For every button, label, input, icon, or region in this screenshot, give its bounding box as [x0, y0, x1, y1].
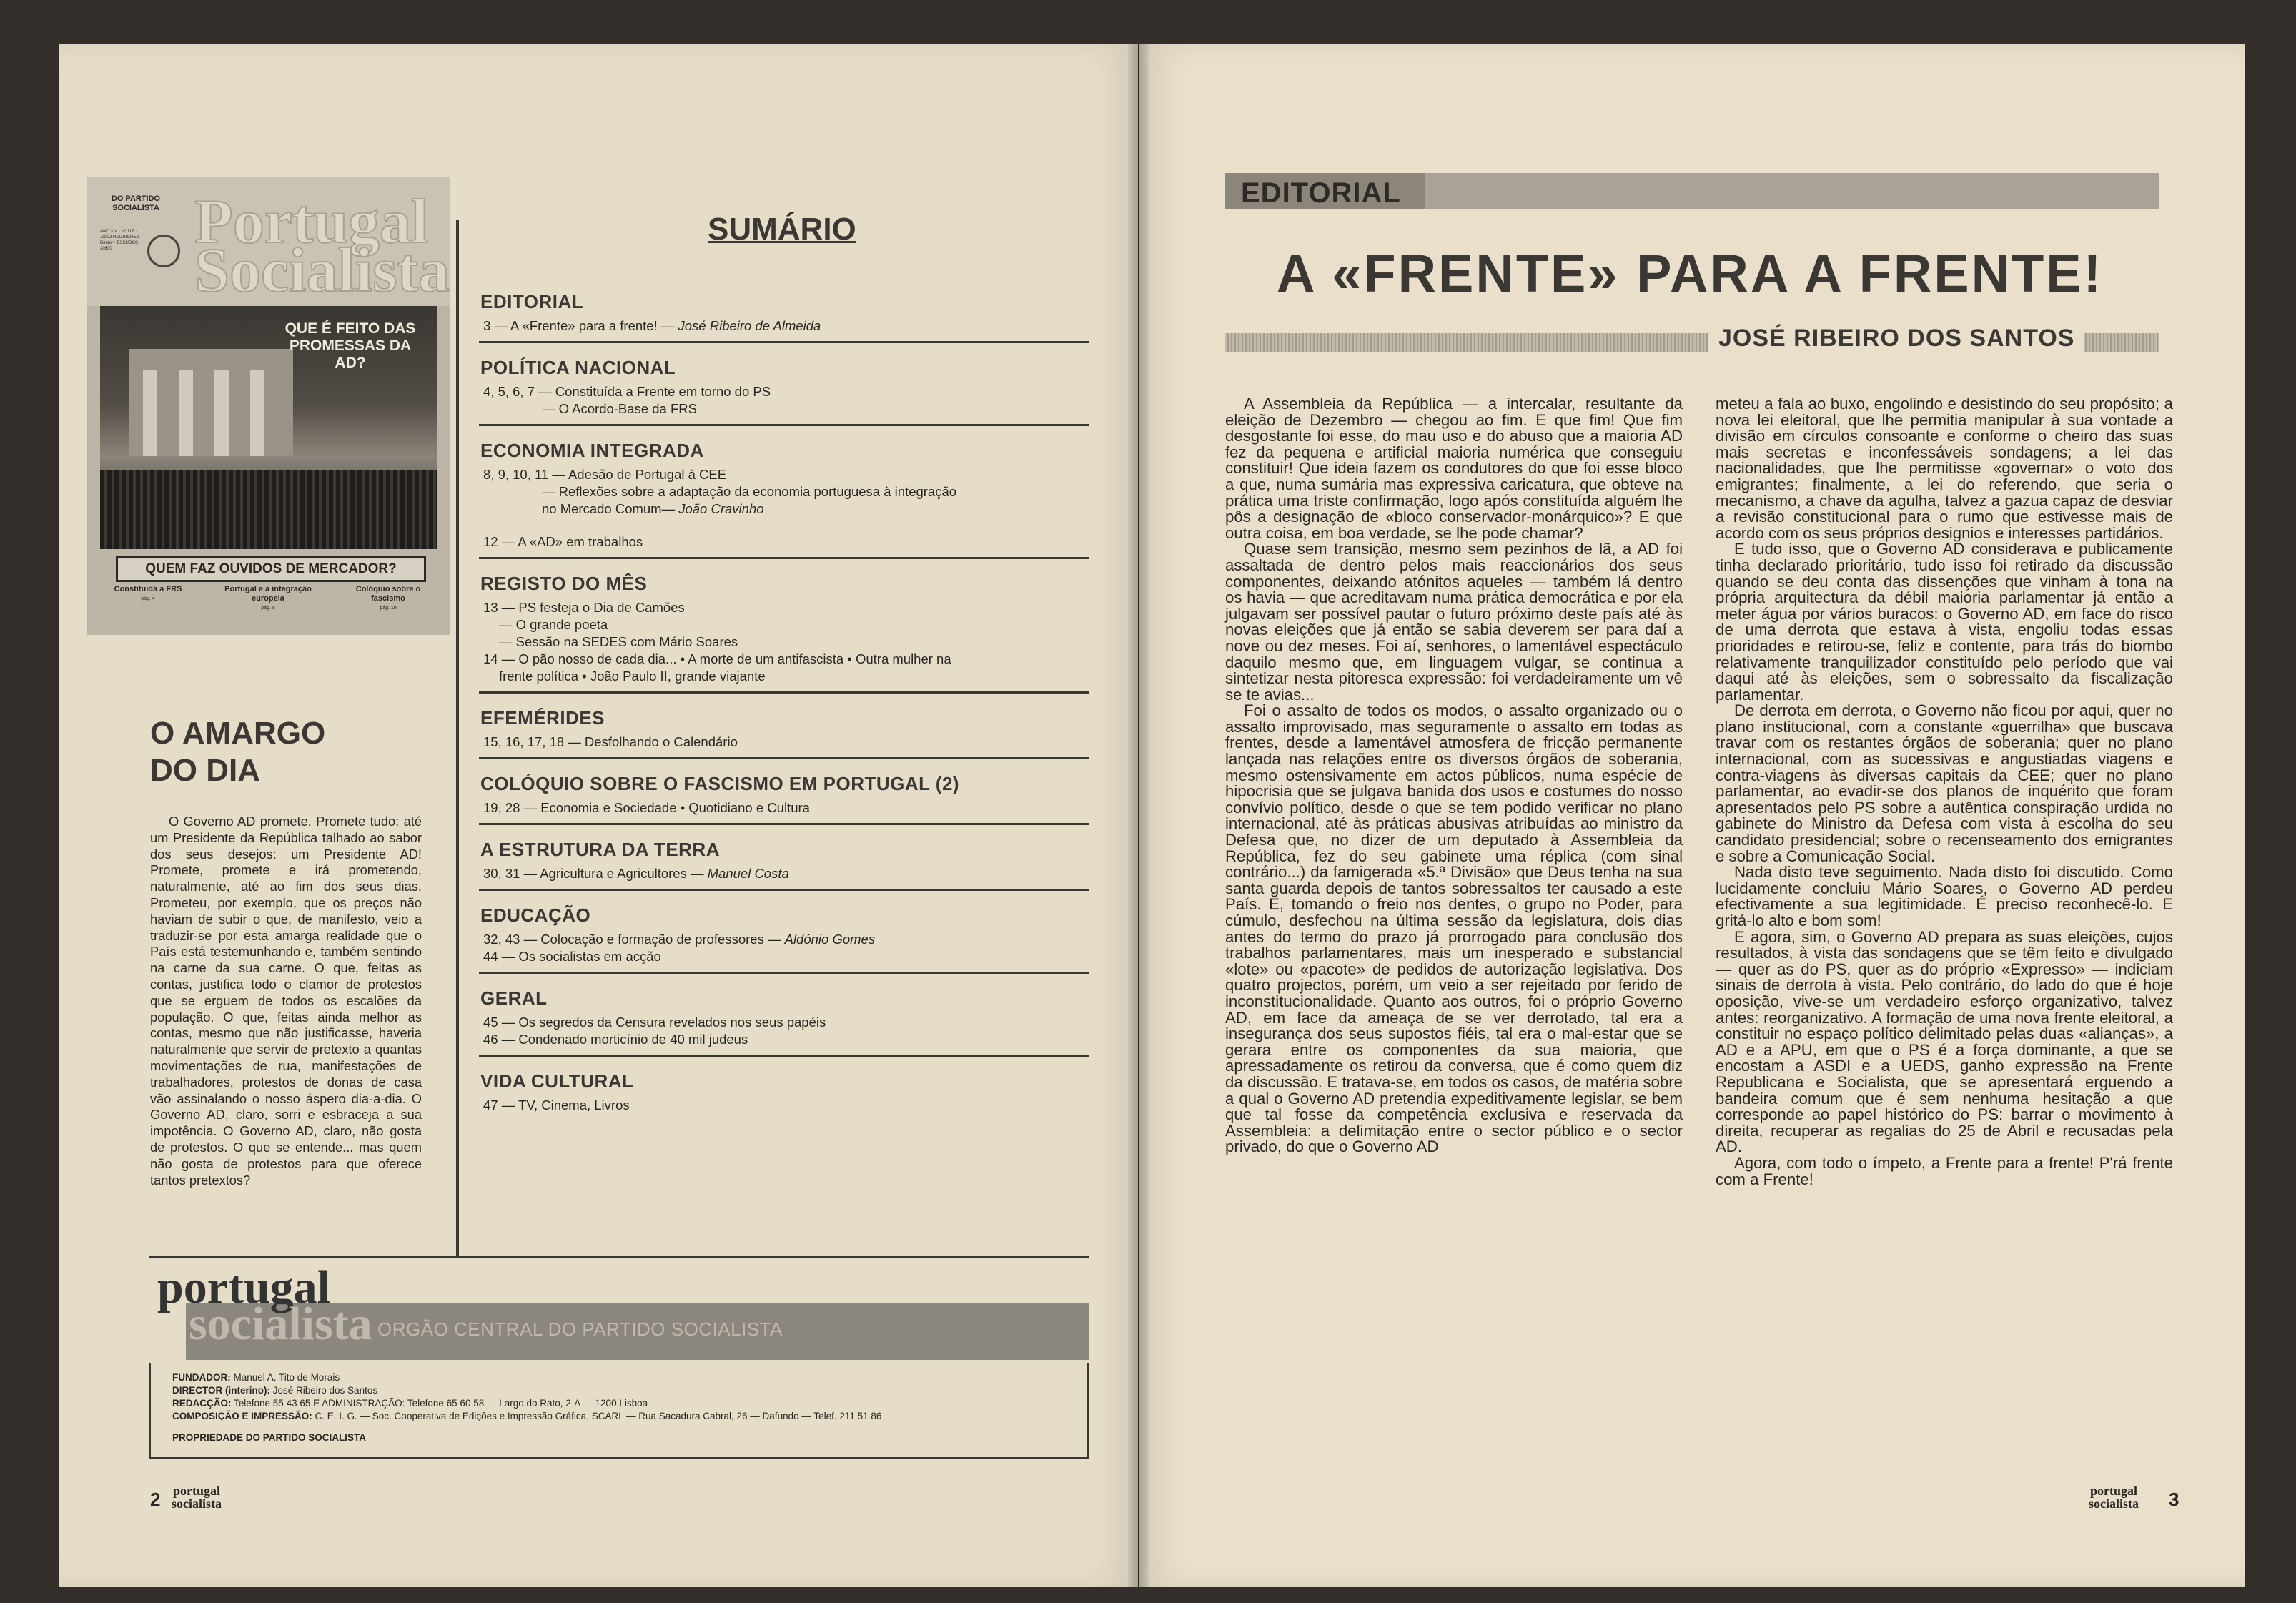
imprint-line — [172, 1397, 648, 1410]
toc-section — [479, 1068, 1089, 1120]
masthead-logo-socialista: socialista — [189, 1298, 372, 1350]
masthead — [149, 1261, 1089, 1460]
cover-item-page: pág. 19 — [380, 606, 397, 611]
editorial-author: JOSÉ RIBEIRO DOS SANTOS — [1708, 325, 2084, 352]
toc-entry: — Reflexões sobre a adaptação da economia portuguesa à integração — [542, 484, 957, 499]
toc-section — [479, 837, 1089, 891]
folio-logo-left — [172, 1484, 222, 1510]
toc-entry-text: no Mercado Comum— — [542, 501, 679, 516]
amargo-title-line: O AMARGO — [150, 716, 326, 751]
imprint-label: REDACÇÃO: — [172, 1398, 232, 1409]
toc-entry: 15, 16, 17, 18 — Desfolhando o Calendário — [483, 734, 738, 749]
imprint-line — [172, 1371, 340, 1384]
cover-question: QUE É FEITO DAS PROMESSAS DA AD? — [284, 320, 416, 371]
toc-entry: 44 — Os socialistas em acção — [483, 949, 661, 964]
cover-photo-column — [179, 370, 193, 456]
cover-photo-crowd — [100, 470, 437, 549]
toc-entry: 13 — PS festeja o Dia de Camões — [483, 600, 685, 615]
cover-photo — [100, 306, 437, 549]
toc-section — [479, 289, 1089, 343]
toc-heading: EDITORIAL — [480, 291, 584, 312]
cover-photo-column — [143, 370, 157, 456]
amargo-body: O Governo AD promete. Promete tudo: até um Presidente da República talhado ao sabor dos seus desejos: um Presidente AD! Promete, promete e irá prometendo, naturalmente, até ao fim dos seus dias. Prometeu, por exemplo, que os preços não haviam de subir o que, de manifesto, veio a traduzir-se por esta amarga realidade que o País está testemunhando e, também sentindo na carne da sua carne. O que, feitas as contas, justifica todo o clamor de protestos que se erguem de todos os escalões da população. O que, feitas ainda melhor as contas, mesmo que não justificasse, haveria naturalmente que servir de pretexto a quantas movimentações de rua, manifestações de trabalhadores, protestos de donas de casa vão assinalando o nosso áspero dia-a-dia. O Governo AD, claro, sorri e esbraceja a sua impotência. O Governo AD, claro, não gosta de protestos. O que se entende... mas quem não gosta de protestos para que oferece tantos pretextos? — [150, 814, 422, 1188]
cover-item-label: Portugal e a integração europeia — [224, 585, 312, 603]
toc-entry — [483, 931, 1089, 948]
toc-entry: 47 — TV, Cinema, Livros — [483, 1098, 630, 1113]
toc-entry-author: José Ribeiro de Almeida — [678, 318, 821, 333]
cover-item — [222, 585, 315, 613]
sumario-title: SUMÁRIO — [708, 212, 856, 247]
toc-heading: POLÍTICA NACIONAL — [480, 357, 676, 378]
editorial-title: A «FRENTE» PARA A FRENTE! — [1277, 244, 2104, 303]
cover-photo-column — [250, 370, 264, 456]
imprint-value: C. E. I. G. — Soc. Cooperativa de Edições e Impressão Gráfica, SCARL — Rua Sacadura Cabral, 26 — Dafundo — Telef. 211 51 86 — [312, 1411, 882, 1421]
toc-heading: ECONOMIA INTEGRADA — [480, 440, 704, 461]
toc-entry: 45 — Os segredos da Censura revelados nos seus papéis — [483, 1015, 826, 1030]
imprint-label: COMPOSIÇÃO E IMPRESSÃO: — [172, 1411, 312, 1421]
book-gutter — [1128, 44, 1149, 1587]
imprint-label: PROPRIEDADE DO PARTIDO SOCIALISTA — [172, 1432, 367, 1443]
masthead-org: ORGÃO CENTRAL DO PARTIDO SOCIALISTA — [377, 1318, 783, 1340]
imprint-value: José Ribeiro dos Santos — [270, 1385, 378, 1396]
cover-item — [102, 585, 194, 603]
table-of-contents — [479, 289, 1089, 1132]
toc-section — [479, 985, 1089, 1057]
toc-entry — [483, 865, 1089, 882]
toc-entry-text: 30, 31 — Agricultura e Agricultores — — [483, 866, 708, 881]
toc-section — [479, 771, 1089, 825]
editorial-column-1 — [1225, 396, 1683, 1155]
cover-issue-meta: ANO XIV · Nº 117 · JOÃO RODRIGUES Diretor · ESCUDOS 20$00 — [100, 230, 139, 251]
cover-thumbnail — [87, 177, 450, 635]
cover-logo-portugal: Portugal — [194, 187, 429, 257]
toc-entry: 12 — A «AD» em trabalhos — [483, 534, 643, 549]
toc-section — [479, 571, 1089, 694]
toc-entry-text: 32, 43 — Colocação e formação de professores — — [483, 932, 785, 947]
editorial-paragraph: Nada disto teve seguimento. Nada disto foi discutido. Como lucidamente concluiu Mário Soares, o Governo AD perdeu efectivamente a sua legitimidade. É preciso reconhecê-lo. E gritá-lo alto e bom som! — [1716, 863, 2173, 929]
imprint-value: Manuel A. Tito de Morais — [230, 1372, 340, 1383]
toc-section — [479, 355, 1089, 426]
editorial-paragraph: E tudo isso, que o Governo AD considerava e publicamente tinha declarado prioritário, tudo isso foi retirado da discussão quando se deu conta das dissenções que vinham à tona na própria arquitectura da débil maioria parlamentar já então a meter água por vários buracos: o Governo AD, em face do risco de uma derrota que estava à vista, engoliu todas essas prioridades e retirou-se, feliz e contente, para trás do biombo relativamente tranquilizador constituído pelo período que vai daqui até às eleições, sem o sobressalto da fiscalização parlamentar. — [1716, 540, 2173, 704]
toc-heading: VIDA CULTURAL — [480, 1070, 634, 1092]
cover-banner: QUEM FAZ OUVIDOS DE MERCADOR? — [116, 556, 426, 582]
editorial-paragraph: A Assembleia da República — a intercalar, resultante da eleição de Dezembro — chegou ao fim. E que fim! Que fim desgostante foi esse, do mau uso e do abuso que a maioria AD fez da pequena e artificial maioria numérica que conseguiu constituir! Que ideia fazem os condutores do que foi esse bloco a que, numa sumária mas expressiva caricatura, que obteve na prática uma triste confirmação, logo após constituída alguém lhe pôs a designação de «bloco conservador-monárquico»? E que outra coisa, em boa verdade, se lhe pode chamar? — [1225, 395, 1683, 542]
cover-item-label: Colóquio sobre o fascismo — [355, 585, 421, 603]
masthead-imprint — [149, 1363, 1089, 1459]
column-divider — [456, 220, 459, 1257]
toc-section — [479, 438, 1089, 559]
folio-logo-line: portugal — [2089, 1484, 2137, 1498]
cover-photo-column — [214, 370, 229, 456]
amargo-title-line: DO DIA — [150, 753, 260, 788]
toc-heading: EDUCAÇÃO — [480, 904, 591, 926]
toc-entry: frente política • João Paulo II, grande viajante — [499, 669, 766, 684]
imprint-label: FUNDADOR: — [172, 1372, 231, 1383]
editorial-paragraph: meteu a fala ao buxo, engolindo e desistindo do seu propósito; a nova lei eleitoral, que lhe permitia manipular à sua vontade a divisão em círculos consoante e conforme o cheiro das suas mais secretas e inconfessáveis sondagens; a lei das nacionalidades, que lhe permitisse «governar» o voto dos emigrantes; finalmente, a lei do referendo, que seria o mecanismo, a chave da agulha, talvez a gazua capaz de desviar a revisão constitucional para o rumo que estivesse mais de acordo com os seus próprios designios e interesses partidários. — [1716, 395, 2173, 542]
toc-heading: REGISTO DO MÊS — [480, 573, 648, 594]
toc-entry — [542, 500, 1089, 518]
editorial-paragraph: Agora, com todo o ímpeto, a Frente para a frente! P'rá frente com a Frente! — [1716, 1153, 2173, 1188]
folio-logo-line: socialista — [172, 1496, 222, 1511]
editorial-kicker: EDITORIAL — [1241, 177, 1401, 209]
toc-entry: 19, 28 — Economia e Sociedade • Quotidiano e Cultura — [483, 800, 810, 815]
folio-logo-line: portugal — [172, 1484, 220, 1498]
editorial-paragraph: E agora, sim, o Governo AD prepara as suas eleições, cujos resultados, à vista das sondagens que se têm feito e divulgado — quer as do PS, quer as do próprio «Expresso» — indiciam sinais de derrota à vista. Pelo contrário, do lado do que é hoje oposição, vive-se um verdadeiro esforço organizativo, talvez antes: reorganizativo. A formação de uma nova frente eleitoral, a constituir no espaço político delimitado pelas duas «alianças», a AD e a APU, em que o PS é a força dominante, a que se encostam a ASDI e a UEDS, ganho expressão na Frente Republicana e Socialista, que se apresentará erguendo a bandeira comum que é sem nenhuma hesitação a que corresponde ao papel histórico do PS: barrar o movimento à direita, recuperar as regalias do 25 de Abril e recusadas pela AD. — [1716, 927, 2173, 1156]
toc-entry: — O grande poeta — [499, 617, 608, 632]
toc-section — [479, 902, 1089, 974]
folio-logo-line: socialista — [2089, 1496, 2139, 1511]
cover-party-label: DO PARTIDO SOCIALISTA — [111, 194, 161, 212]
toc-section — [479, 705, 1089, 759]
page-number-right: 3 — [2169, 1489, 2179, 1510]
editorial-paragraph: De derrota em derrota, o Governo não ficou por aqui, quer no plano institucional, com a constante «guerrilha» que buscava travar com os restantes órgãos de soberania; quer no plano internacional, com as sucessivas e angustiadas viagens e contra-viagens às diversas capitais da CEE; quer no plano parlamentar, ao evadir-se dos planos de inquérito que foram apresentados pelo PS sobre a autêntica conspiração urdida no gabinete do Ministro da Defesa com vista à escolha do seu candidato presidencial; sobre o recenseamento dos emigrantes e sobre a Comunicação Social. — [1716, 701, 2173, 865]
masthead-logo-portugal: portugal — [157, 1261, 331, 1313]
cover-item-label: Constituída a FRS — [114, 585, 182, 593]
cover-seal-icon — [147, 235, 180, 267]
cover-logo-socialista: Socialista — [194, 236, 450, 305]
imprint-line — [172, 1431, 366, 1444]
toc-entry: — O Acordo-Base da FRS — [542, 401, 697, 416]
toc-entry: — Sessão na SEDES com Mário Soares — [499, 634, 738, 649]
cover-item-page: pág. 8 — [261, 606, 275, 611]
imprint-value: Telefone 55 43 65 E ADMINISTRAÇÃO: Telefone 65 60 58 — Largo do Rato, 2-A — 1200 Lisboa — [231, 1398, 648, 1409]
toc-entry-author: Aldónio Gomes — [784, 932, 876, 947]
cover-masthead — [87, 177, 450, 306]
toc-entry-author: João Cravinho — [678, 501, 764, 516]
toc-entry: 4, 5, 6, 7 — Constituída a Frente em torno do PS — [483, 384, 771, 399]
toc-entry: 8, 9, 10, 11 — Adesão de Portugal à CEE — [483, 467, 727, 482]
editorial-column-2 — [1716, 396, 2173, 1188]
cover-item-page: pág. 4 — [141, 596, 155, 601]
toc-heading: A ESTRUTURA DA TERRA — [480, 839, 720, 860]
toc-entry — [483, 317, 1089, 335]
imprint-line — [172, 1410, 881, 1423]
imprint-line — [172, 1384, 377, 1397]
folio-logo-right — [2089, 1484, 2139, 1510]
amargo-title — [150, 715, 325, 789]
toc-entry-text: 3 — A «Frente» para a frente! — — [483, 318, 678, 333]
toc-heading: GERAL — [480, 987, 548, 1009]
cover-item — [342, 585, 435, 613]
editorial-paragraph: Foi o assalto de todos os modos, o assalto organizado ou o assalto improvisado, mas seguramente o assalto em todas as frentes, desde a lamentável atmosfera de fricção permanente lançada nas relações entre os diversos órgãos de soberania, mesmo ostensivamente em actos públicos, numa espécie de hipocrisia que se julgava banida dos usos e costumes do nosso convívio político, desde o que se tem podido verificar no plano internacional, até às práticas abusivas atribuídas ao ministro da Defesa que, no dizer de um deputado à Assembleia da República, fez do seu gabinete uma réplica (com sinal contrário...) da famigerada «5.ª Divisão» que Deus tenha na sua santa guarda depois de tantos sobressaltos ter causado a este País. E, tomando o freio nos dentes, o grupo no Poder, para cúmulo, desfechou na última sessão da legislatura, dois dias antes do termo do prazo já prorrogado para conclusão dos trabalhos parlamentares, mais um inesperado e substancial «lote» ou «pacote» de pedidos de autorização legislativa. Dos quatro projectos, porém, um veio a ser rejeitado por ferido de inconstitucionalidade. Quanto aos outros, foi o próprio Governo AD, em face da ameaça de se ver derrotado, tal era a insegurança dos seus supostos fiéis, tal era o mal-estar que se gerara entre os componentes da sua maioria, que apressadamente os retirou da conversa, que é como quem diz da discussão. E tratava-se, em todos os casos, de matéria sobre a qual o Governo AD pretendia expeditivamente legislar, se bem que tal fosse da competência exclusiva e reservada da Assembleia: a delimitação entre o sector público e o sector privado, do que o Governo AD — [1225, 701, 1683, 1156]
toc-entry-author: Manuel Costa — [707, 866, 789, 881]
page-number-left: 2 — [150, 1489, 161, 1510]
editorial-paragraph: Quase sem transição, mesmo sem pezinhos de lã, a AD foi assaltada de dentro pelos mais reaccionários dos seus componentes, deixando atónitos aqueles — também lá dentro os havia — que acreditavam numa prática democrática e por ela julgavam ser possível pautar o futuro próximo deste país até às novas eleições que já então se sabia deverem ser para daí a nove ou dez meses. Foi aí, senhores, o lamentável espectáculo daquilo mesmo que, em linguagem vulgar, se continua a sintetizar nesta pitoresca expressão: foi verdadeiramente um vê se te avias... — [1225, 540, 1683, 704]
imprint-label: DIRECTOR (interino): — [172, 1385, 270, 1396]
toc-entry: 46 — Condenado morticínio de 40 mil judeus — [483, 1032, 748, 1047]
masthead-rule — [149, 1256, 1089, 1258]
toc-entry: 14 — O pão nosso de cada dia... • A morte de um antifascista • Outra mulher na — [483, 651, 951, 666]
toc-heading: COLÓQUIO SOBRE O FASCISMO EM PORTUGAL (2) — [480, 773, 960, 794]
toc-heading: EFEMÉRIDES — [480, 707, 605, 729]
